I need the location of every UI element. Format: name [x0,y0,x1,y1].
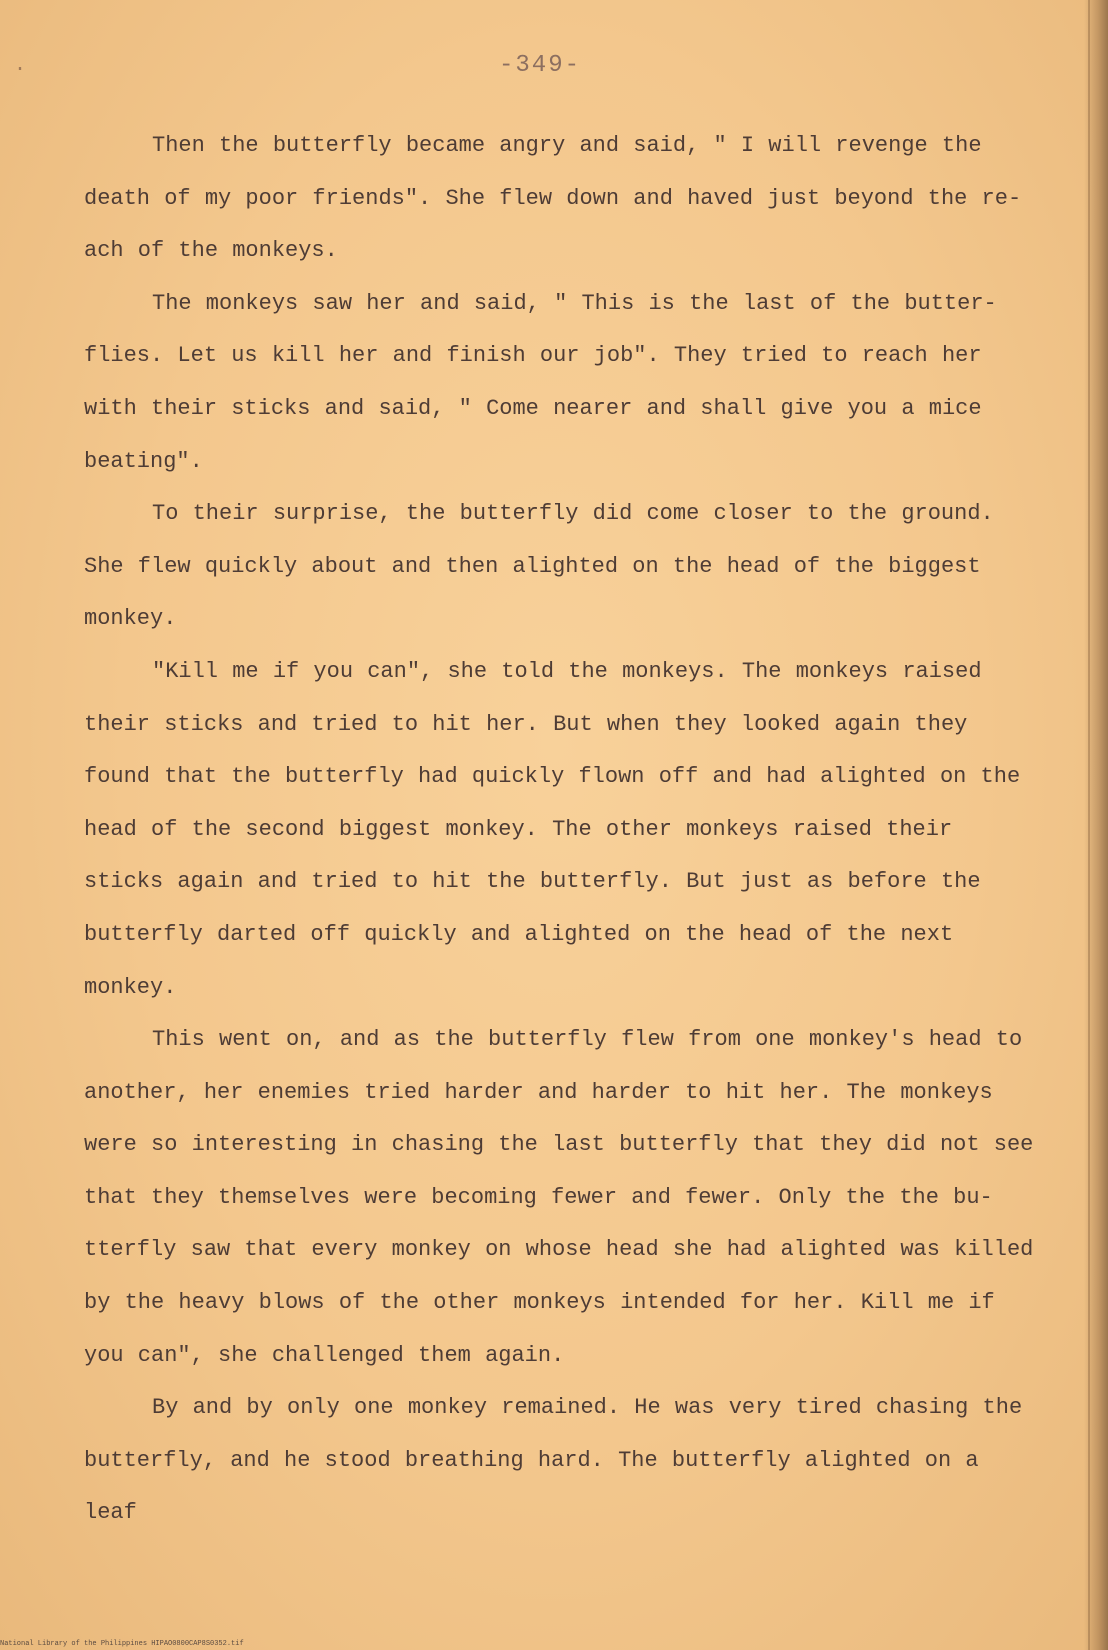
paragraph-4: "Kill me if you can", she told the monkeys. The monkeys raised their sticks and tried to hit her. But when they looked again they found that the butterfly had quickly flown off and had alighted on the head of the second biggest monkey. The other monkeys raised their sticks again and tried to hit the butterfly. But just as before the butterfly darted off quickly and alighted on the head of the next monkey. [84,658,1021,1000]
page-edge-shadow [1084,0,1108,1650]
paragraph-1: Then the butterfly became angry and said, " I will revenge the death of my poor friends". She flew down and haved just beyond the re- ach of the monkeys. [84,133,1022,264]
body-text [84,120,1044,1540]
paragraph-5: This went on, and as the butterfly flew from one monkey's head to another, her enemies tried harder and harder to hit her. The monkeys were so interesting in chasing the last butterfly that they did not see that they themselves were becoming fewer and fewer. Only the the bu- tterfly saw that every monkey on whose head she had alighted was killed by the heavy blows of the other monkeys intended for her. Kill me if you can", she challenged them again. [84,1027,1034,1368]
page-number: -349- [498,52,581,79]
paragraph-6: By and by only one monkey remained. He was very tired chasing the butterfly, and he stood breathing hard. The butterfly alighted on a leaf [84,1395,1023,1526]
margin-mark: · [14,58,27,81]
paragraph-2: The monkeys saw her and said, " This is the last of the butter- flies. Let us kill her and finish our job". They tried to reach her with their sticks and said, " Come nearer and shall give you a mice beating". [84,290,997,474]
paragraph-3: To their surprise, the butterfly did come closer to the ground. She flew quickly about and then alighted on the head of the biggest monkey. [84,501,994,632]
scan-footer: National Library of the Philippines HIPAO0800CAP8S0352.tif [0,1640,244,1648]
